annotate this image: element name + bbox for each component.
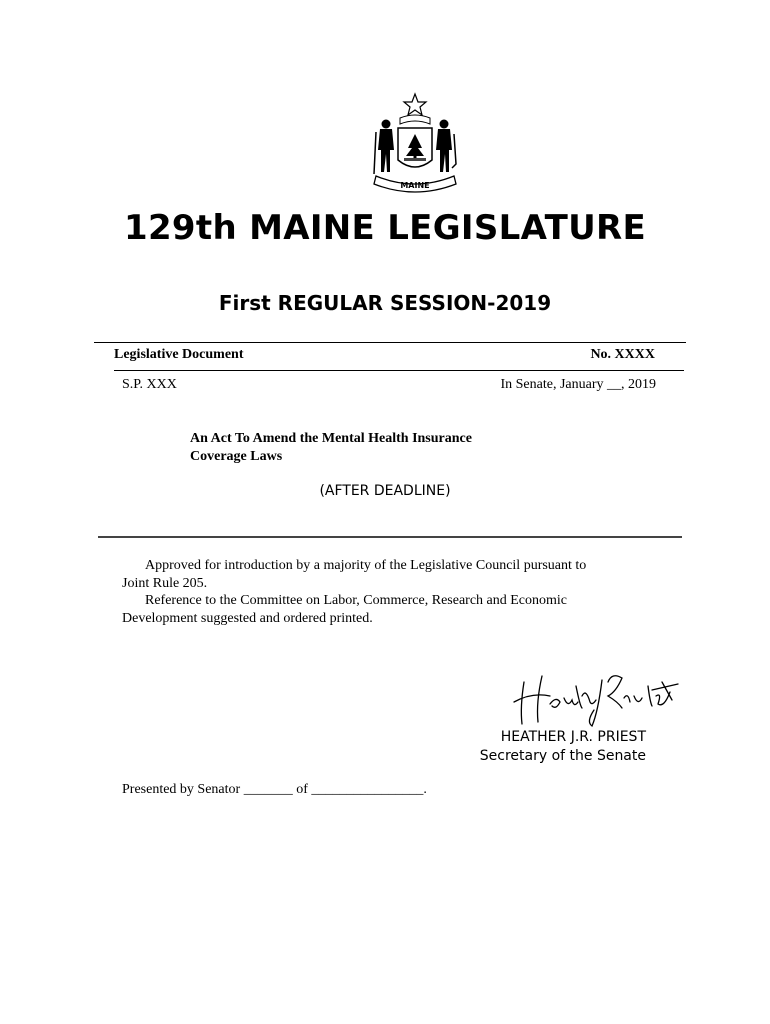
reference-line-1: Reference to the Committee on Labor, Commerce, Research and Economic bbox=[145, 593, 568, 608]
act-title-line-1: An Act To Amend the Mental Health Insurance bbox=[190, 431, 472, 446]
reference-line-2: Development suggested and ordered printed. bbox=[122, 610, 373, 626]
approval-paragraph bbox=[122, 557, 642, 627]
document-number: No. XXXX bbox=[590, 347, 655, 362]
signature-block bbox=[480, 728, 646, 766]
svg-text:MAINE: MAINE bbox=[400, 181, 430, 190]
presented-by-line: Presented by Senator _______ of ________________. bbox=[122, 782, 427, 797]
maine-state-seal bbox=[370, 92, 460, 194]
signer-title: Secretary of the Senate bbox=[479, 748, 646, 764]
session-title: First REGULAR SESSION-2019 bbox=[218, 291, 552, 315]
divider-top bbox=[94, 342, 686, 343]
approval-line-1: Approved for introduction by a majority of the Legislative Council pursuant to bbox=[145, 558, 587, 573]
act-title-line-2: Coverage Laws bbox=[190, 449, 283, 464]
legislature-title: 129th MAINE LEGISLATURE bbox=[124, 208, 646, 248]
sp-number: S.P. XXX bbox=[122, 377, 177, 392]
senate-date: In Senate, January __, 2019 bbox=[500, 377, 656, 392]
signature-icon bbox=[512, 662, 682, 730]
signer-name: HEATHER J.R. PRIEST bbox=[500, 729, 646, 745]
divider-body bbox=[98, 536, 682, 538]
divider-doc-info bbox=[114, 370, 684, 371]
maine-state-seal-icon bbox=[370, 92, 460, 194]
act-title bbox=[190, 430, 472, 466]
legislative-document-label: Legislative Document bbox=[114, 347, 244, 362]
deadline-note: (AFTER DEADLINE) bbox=[319, 483, 451, 499]
approval-line-2: Joint Rule 205. bbox=[122, 575, 208, 591]
handwritten-signature bbox=[512, 662, 682, 730]
